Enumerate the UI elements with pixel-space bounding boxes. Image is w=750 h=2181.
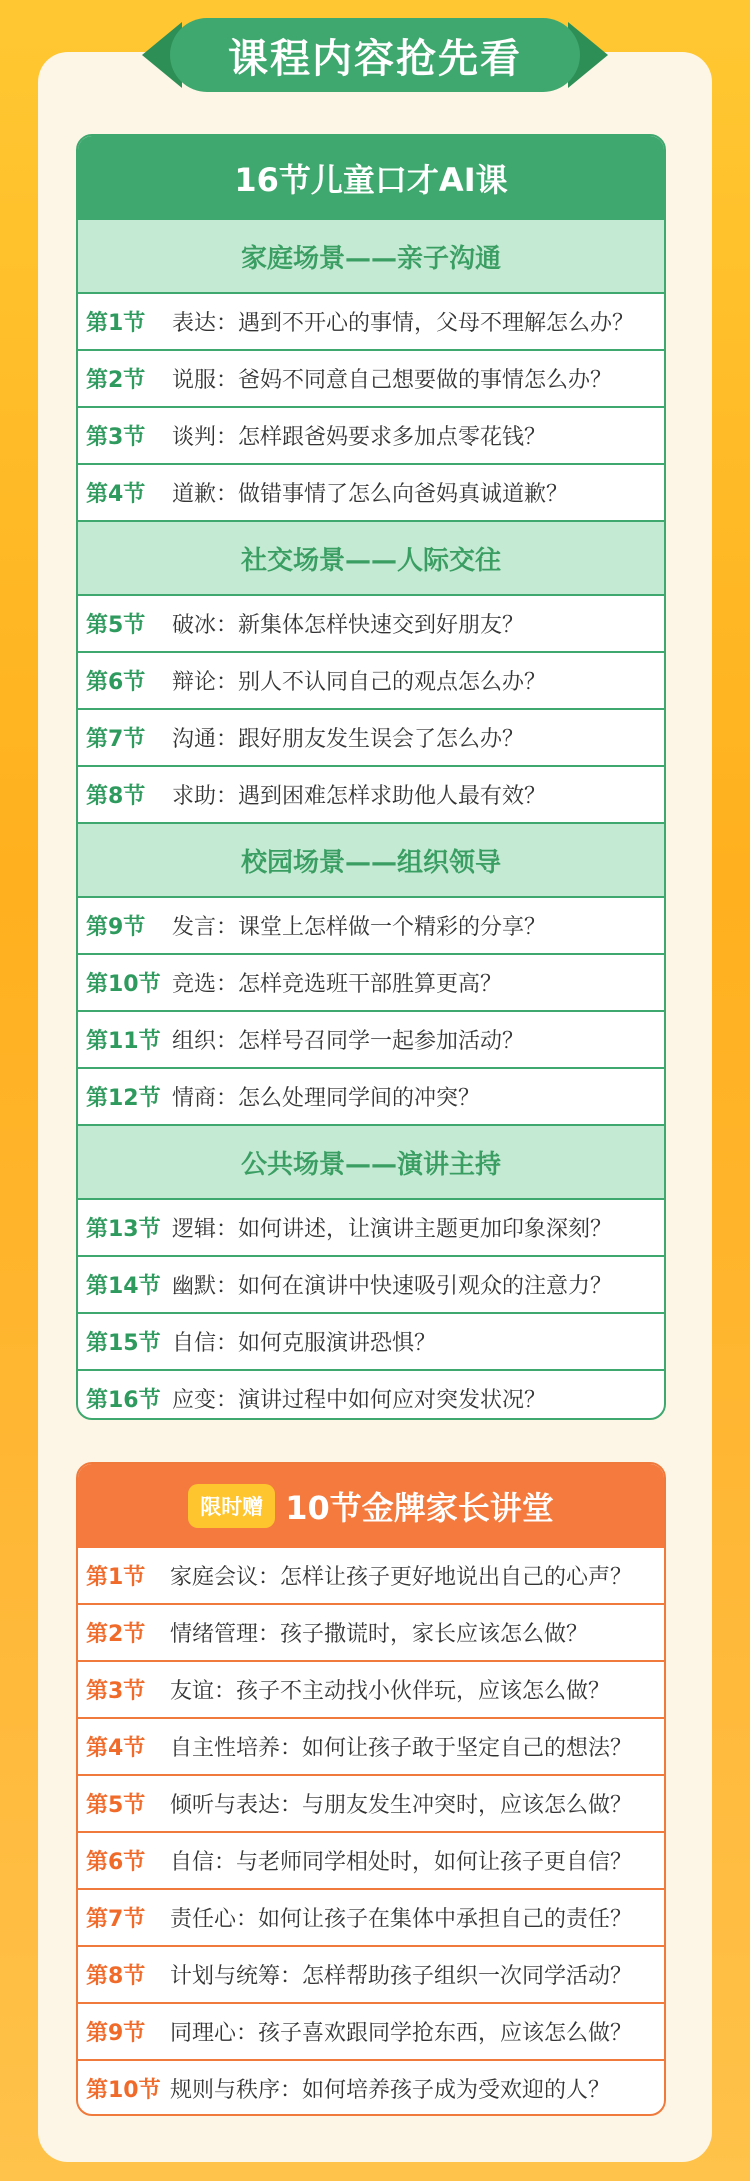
lesson-text: 倾听与表达：与朋友发生冲突时，应该怎么做？ [170,1793,633,1818]
lesson-row [78,1257,664,1314]
lesson-row [78,653,664,710]
bonus-lesson-row [78,1605,664,1662]
lesson-text: 友谊：孩子不主动找小伙伴玩，应该怎么做？ [170,1679,611,1704]
lesson-text: 情绪管理：孩子撒谎时，家长应该怎么做？ [170,1622,589,1647]
lesson-text: 发言：课堂上怎样做一个精彩的分享？ [172,915,547,940]
bonus-title-bar [78,1464,664,1548]
lesson-number: 第4节 [86,482,146,507]
bonus-panel [76,1462,666,2116]
lesson-number: 第6节 [86,1850,146,1875]
lesson-row [78,767,664,824]
bonus-lesson-row [78,1719,664,1776]
lesson-row [78,408,664,465]
lesson-text: 应变：演讲过程中如何应对突发状况？ [172,1388,547,1413]
lesson-text: 自主性培养：如何让孩子敢于坚定自己的想法？ [170,1736,633,1761]
lesson-number: 第8节 [86,784,146,809]
bonus-lesson-row [78,1776,664,1833]
course-panel [76,134,666,1420]
bonus-lesson-row [78,2004,664,2061]
lesson-text: 责任心：如何让孩子在集体中承担自己的责任？ [170,1907,633,1932]
lesson-number: 第1节 [86,1565,146,1590]
lesson-row [78,294,664,351]
bonus-lesson-row [78,1548,664,1605]
lesson-number: 第2节 [86,368,146,393]
bonus-lesson-row [78,1890,664,1947]
lesson-text: 沟通：跟好朋友发生误会了怎么办？ [172,727,525,752]
scene-header-social: 社交场景——人际交往 [78,522,664,596]
lesson-number: 第5节 [86,1793,146,1818]
lesson-text: 破冰：新集体怎样快速交到好朋友？ [172,613,525,638]
lesson-number: 第6节 [86,670,146,695]
bonus-lesson-row [78,1833,664,1890]
limited-time-badge: 限时赠 [188,1484,275,1528]
lesson-number: 第9节 [86,2021,146,2046]
lesson-text: 说服：爸妈不同意自己想要做的事情怎么办？ [172,368,613,393]
lesson-text: 表达：遇到不开心的事情，父母不理解怎么办？ [172,311,635,336]
lesson-text: 谈判：怎样跟爸妈要求多加点零花钱？ [172,425,547,450]
lesson-text: 竞选：怎样竞选班干部胜算更高？ [172,972,503,997]
lesson-text: 自信：与老师同学相处时，如何让孩子更自信？ [170,1850,633,1875]
lesson-number: 第11节 [86,1029,161,1054]
page-title: 课程内容抢先看 [228,35,522,82]
lesson-text: 家庭会议：怎样让孩子更好地说出自己的心声？ [170,1565,633,1590]
lesson-number: 第1节 [86,311,146,336]
lesson-number: 第7节 [86,727,146,752]
lesson-number: 第10节 [86,2078,161,2103]
bonus-lesson-row [78,1662,664,1719]
header-ribbon [142,14,608,96]
lesson-number: 第3节 [86,425,146,450]
lesson-text: 幽默：如何在演讲中快速吸引观众的注意力？ [172,1274,613,1299]
lesson-number: 第7节 [86,1907,146,1932]
scene-header-public: 公共场景——演讲主持 [78,1126,664,1200]
lesson-row [78,898,664,955]
lesson-number: 第9节 [86,915,146,940]
lesson-text: 求助：遇到困难怎样求助他人最有效？ [172,784,547,809]
scene-header-school: 校园场景——组织领导 [78,824,664,898]
lesson-number: 第10节 [86,972,161,997]
lesson-number: 第15节 [86,1331,161,1356]
bonus-lesson-row [78,1947,664,2004]
lesson-number: 第13节 [86,1217,161,1242]
lesson-number: 第14节 [86,1274,161,1299]
bonus-title: 10节金牌家长讲堂 [285,1489,554,1527]
lesson-number: 第2节 [86,1622,146,1647]
lesson-row [78,465,664,522]
lesson-number: 第5节 [86,613,146,638]
lesson-text: 计划与统筹：怎样帮助孩子组织一次同学活动？ [170,1964,633,1989]
lesson-row [78,1069,664,1126]
lesson-row [78,710,664,767]
lesson-text: 情商：怎么处理同学间的冲突？ [172,1086,481,1111]
lesson-row [78,596,664,653]
bonus-lesson-row [78,2061,664,2116]
lesson-text: 逻辑：如何讲述，让演讲主题更加印象深刻？ [172,1217,613,1242]
lesson-row [78,1200,664,1257]
lesson-row [78,1371,664,1420]
lesson-row [78,1314,664,1371]
lesson-text: 同理心：孩子喜欢跟同学抢东西，应该怎么做？ [170,2021,633,2046]
lesson-number: 第3节 [86,1679,146,1704]
scene-header-family: 家庭场景——亲子沟通 [78,220,664,294]
lesson-row [78,351,664,408]
lesson-number: 第8节 [86,1964,146,1989]
lesson-text: 组织：怎样号召同学一起参加活动？ [172,1029,525,1054]
lesson-number: 第12节 [86,1086,161,1111]
lesson-text: 辩论：别人不认同自己的观点怎么办？ [172,670,547,695]
lesson-row [78,955,664,1012]
lesson-number: 第4节 [86,1736,146,1761]
lesson-text: 自信：如何克服演讲恐惧？ [172,1331,437,1356]
lesson-text: 规则与秩序：如何培养孩子成为受欢迎的人？ [170,2078,611,2103]
lesson-text: 道歉：做错事情了怎么向爸妈真诚道歉？ [172,482,569,507]
course-title: 16节儿童口才AI课 [78,136,664,220]
lesson-number: 第16节 [86,1388,161,1413]
lesson-row [78,1012,664,1069]
